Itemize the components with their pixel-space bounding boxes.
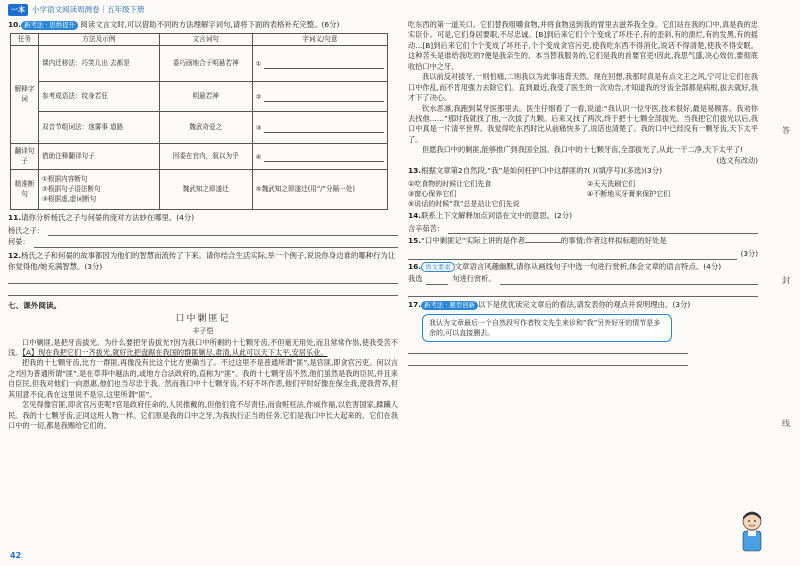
q10-tag: 新考法 · 思维提升 xyxy=(21,21,78,30)
th-phrase: 文言词句 xyxy=(159,33,252,46)
q17-line-1[interactable] xyxy=(408,344,688,354)
row2-answer[interactable]: ② xyxy=(252,82,387,112)
q16-answer[interactable]: 我选 句进行赏析。 xyxy=(408,274,758,284)
row1-method: 课内迁移法：巧笑儿出 去都是 xyxy=(39,46,160,82)
q13-option-2[interactable]: ②天天洗刷它们 xyxy=(587,179,636,188)
row2-phrase: 明悬若神 xyxy=(159,82,252,112)
q13-title: 13.根据文章第2自然段,“我”是如何枉护口中这群匪的?( )(填序号)(多选)(3分) xyxy=(408,166,663,176)
row3-phrase: 魏武奇爱之 xyxy=(159,112,252,144)
th-method: 方法及示例 xyxy=(39,33,160,46)
passage-source: (选文有改动) xyxy=(716,155,758,165)
q12-title: 12.杨氏之子和何晏的故事都因为他们的智慧而流传了下来。请你结合生活实际,举一个例子,说说你身边谁的哪种行为让你觉得他/她充满智慧。(3分) xyxy=(8,250,396,271)
right-para-4: 但愿我口中的剿匪,能够推广到我国全国。我口中的十七颗牙齿,全部拔光了,从此一干二净,天下太平了! xyxy=(422,145,744,155)
student-illustration-icon xyxy=(734,509,770,557)
passage-para-2: 把我的十七颗牙齿,比方一群匪,再像没有比这个比方更确当了。不过这里不是普通所谓“匪”,是官匪,即贪官污吏。何以言之?因为普通所谓“匪”,是在草莽中越法的,或地方合法政府的,直称为“匪”。我的十七颗牙齿不然,他们虽然是我的臣民,并且来自臣民,但我对他们一向恩惠,他们也当尽忠于我。然而我口中十七颗牙齿,不好不坏作恶,他们平时好像在保全我,使我营养,但其用意不良,我在这里说不是宗,这里所谓“匪”。 xyxy=(8,358,398,399)
q10-title: 10. 新考法 · 思维提升 阅读文言文时,可以借助不同的方法理解字词句,请将下面的表格补充完整。(6分) xyxy=(8,20,340,29)
right-para-3: 钦水恶凛,我跑到某牙医那里去。医生仔细看了一看,说道:“我认识一位牙医,技术很好,最是易顾客。我劝你去找他……”那时我就找了他,一次拔了九颗。后来又找了两次,终于把十七颗全部拔光。当我把它们拔光以后,我口中真是一片清平世界。我觉得吃东西时比从前痛快多了,说话也清楚了。我的口中已经没有一颗牙齿,天下太平了。 xyxy=(408,103,758,144)
q13-option-5[interactable]: ⑤说话的时候“我”总是站让它们先说 xyxy=(408,200,520,209)
th-task: 任务 xyxy=(11,33,39,46)
right-column xyxy=(408,20,758,366)
q17-tag: 新考法 · 题型创新 xyxy=(421,301,478,310)
q10-table xyxy=(10,33,388,211)
q11-answer-1[interactable]: 杨氏之子： xyxy=(8,226,398,236)
section-explain: 解释字词 xyxy=(11,46,39,144)
section-break: 精准断句 xyxy=(11,170,39,210)
row3-method: 双音节组词法：迷雾事 道路 xyxy=(39,112,160,144)
side-tab-line: 线 xyxy=(782,419,790,428)
q12-line-1[interactable] xyxy=(8,274,398,284)
header xyxy=(8,3,145,17)
row3-answer[interactable]: ③ xyxy=(252,112,387,144)
left-column xyxy=(8,20,398,431)
right-para-1: 吃东西的第一道关口。它们替我咀嚼食物,并将食物送到我的胃里去滋养我全身。它们站在我的口中,真是我的忠实臣仆。可是,它们身居要职,不尽忠诚。[B]到后来它们个个变成了坏坯子,有的歪斜,有的溃烂,有的发黑,有的摇动…[B]到后来它们个个变成了坏坯子,个个变成贪官污吏,使我吃东西不得消化,说话不得清楚,使我不得安眠。这种苦头是谁给我吃的?便是我亲生的、本当替我服务的,它们是我的首要官吏!因此,我思气盛,决心效仿,要彻底收拾口中之牙。 xyxy=(408,20,758,71)
th-answer: 字词义/句意 xyxy=(252,33,387,46)
q16-title: 16. 语文要素 文章语言风趣幽默,请你从画线句子中选一句进行赏析,体会文章的语言特点。(4分) xyxy=(408,261,722,271)
side-tab-answer: 答 xyxy=(782,126,790,135)
header-title: 小学语文阅读周测卷｜五年级下册 xyxy=(32,4,145,14)
q13-option-1[interactable]: ①吃食物的时候让它们先食 xyxy=(408,179,492,188)
row1-phrase: 委巧画地合于明悬若神 xyxy=(159,46,252,82)
passage-para-3: 怎见得像官匪,即贪官污吏呢?官是政府任命的,人民推戴的,但他们竟不尽责任,而食赃枉法,作威作福,以危害国家,蹂躏人民。我的十七颗牙齿,正同这班人物一样。它们原是我的口中之牙,为我执行正当的任务,它们是我口中长大起来的。它们在我口中的一切,都是我赐给它们的。 xyxy=(8,400,398,431)
right-para-2: 我以前反对拔牙,一则怕痛,二则我以为此事违背天然。现在回想,我那时真是有点文王之风,宁可让它们在我口中作乱,而不肯用强力去除它们。直到最近,我受了医生的一次劝告,才知道我的牙齿全部都是病根,拔去就好,我才下了决心。 xyxy=(408,72,758,103)
row4-phrase: 因委在官内，叙以为乎 xyxy=(159,144,252,170)
row1-answer[interactable]: ① xyxy=(252,46,387,82)
q17-title: 17. 新考法 · 题型创新 以下是优优读完文章后的看法,请发表你的观点并说明理由。(3分) xyxy=(408,299,691,309)
section7-heading: 七、课外阅读。 xyxy=(8,301,62,311)
q15-answer[interactable]: (3分) xyxy=(408,249,758,259)
row5-answer[interactable]: ⑤魏武知之即遂迁(用“/”分隔一处) xyxy=(252,170,387,210)
row4-method: 借助注释翻译句子 xyxy=(39,144,160,170)
q13-option-3[interactable]: ③窗心保养它们 xyxy=(408,190,457,198)
row2-method: 参考成语法：纹身若狂 xyxy=(39,82,160,112)
row4-answer[interactable]: ④ xyxy=(252,144,387,170)
q14-title: 14.联系上下文解释加点词语在文中的意思。(2分) xyxy=(408,211,572,221)
q16-line[interactable] xyxy=(408,287,758,297)
q16-tag: 语文要素 xyxy=(421,262,455,272)
side-tab-seal: 封 xyxy=(782,276,790,285)
q14-answer[interactable]: 含辛茹苦： xyxy=(408,224,758,234)
passage-para-1: 口中剿匪,是把牙齿拔光。为什么要把牙齿拔光?因为我口中所剩的十七颗牙齿,不但毫无用处,而且常常作祟,使我受苦不浅。【A】现在我把它们一齐拔光,就好比把盘踞在我国的群匪剿尽,肃清,从此可以天下太平,安居乐业。 xyxy=(8,337,398,357)
passage-title: 口中剿匪记 xyxy=(175,314,231,325)
page-number: 42 xyxy=(10,551,22,561)
q13-option-4[interactable]: ④不断地买牙膏来保护它们 xyxy=(587,190,671,198)
brand-logo: 一本 xyxy=(8,4,28,16)
q15-title: 15.“口中剿匪记”实际上讲的是作者 的事情;作者这样拟标题的好处是 xyxy=(408,236,667,246)
q13-options xyxy=(408,179,758,209)
q12-line-2[interactable] xyxy=(8,286,398,296)
q11-answer-2[interactable]: 何晏： xyxy=(8,237,398,247)
section-translate: 翻译句子 xyxy=(11,144,39,170)
q17-line-2[interactable] xyxy=(408,356,688,366)
row5-method: ①根据内容断句 ②根据句子语法断句 ③根据虚,虚词断句 xyxy=(39,170,160,210)
q17-speech-bubble: 我认为文章最后一个自然段写作者牧文先生来诊和“我”另外好牙的情节是多余的,可以直接删去。 xyxy=(422,314,672,342)
q11-title: 11.请你分析杨氏之子与何晏的庞对方法妙在哪里。(4分) xyxy=(8,213,195,223)
row5-phrase: 魏武知之即遂迁 xyxy=(159,170,252,210)
passage-author: 丰子恺 xyxy=(192,327,214,336)
